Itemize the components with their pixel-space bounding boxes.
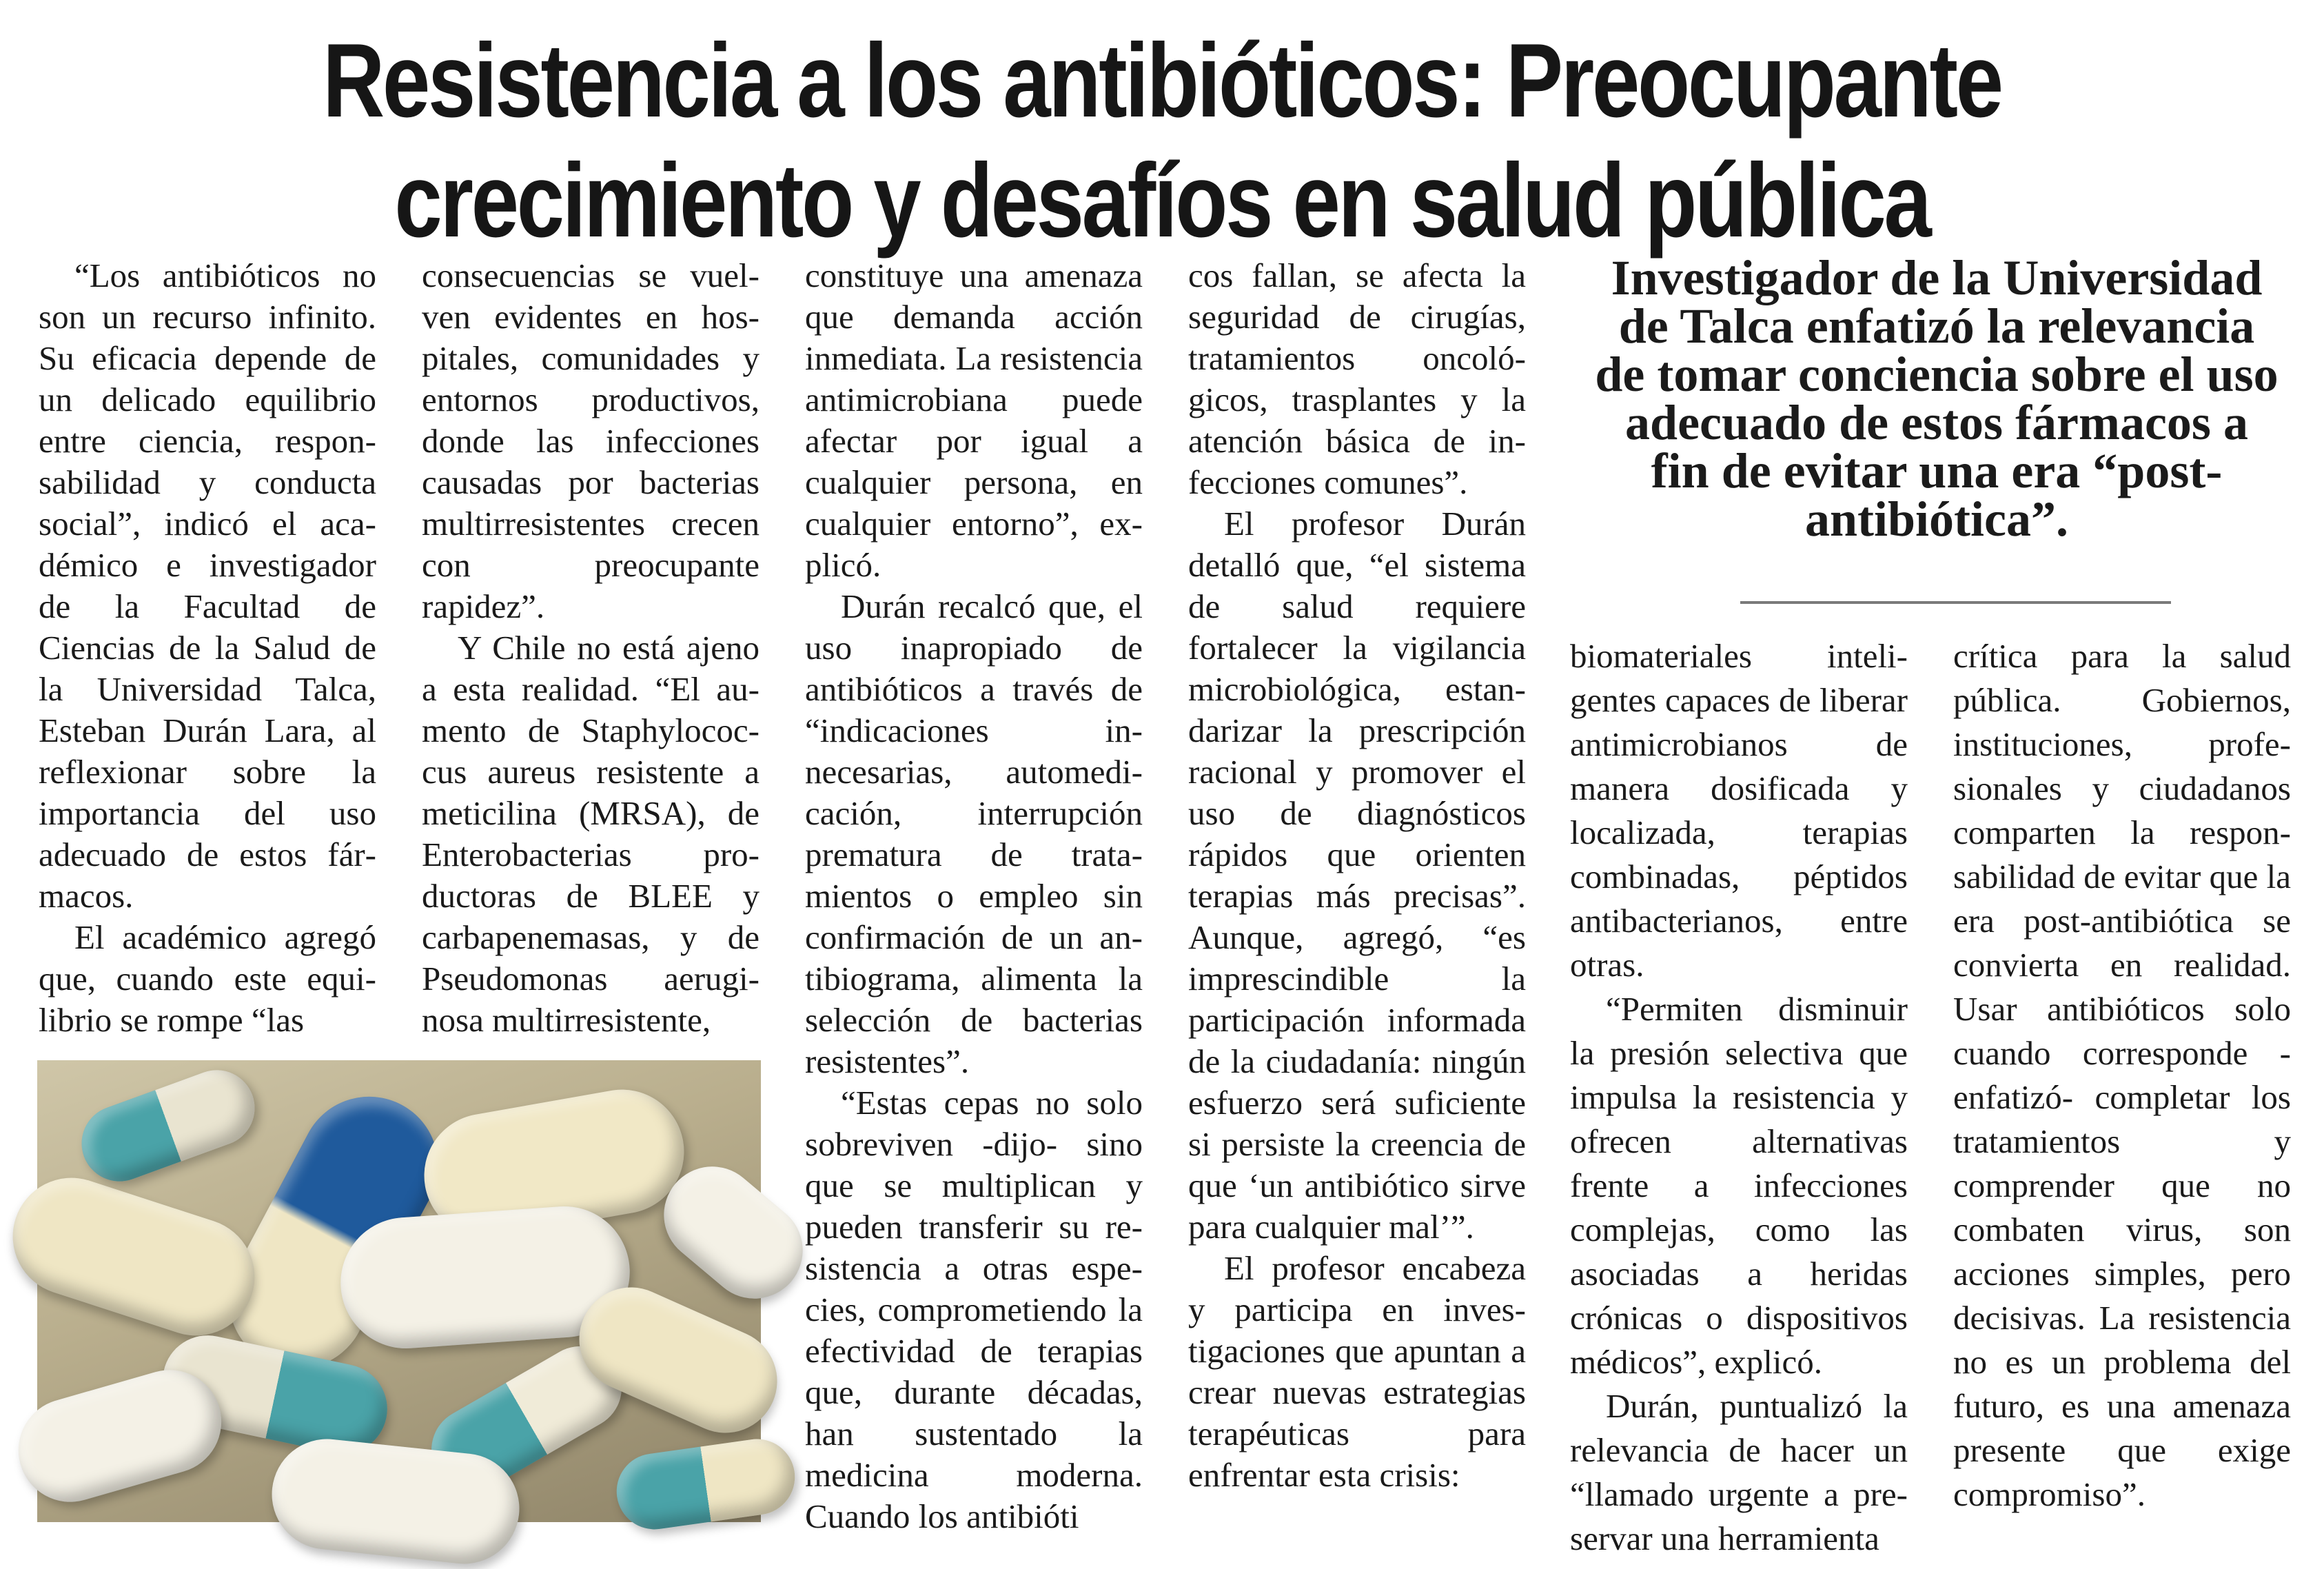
paragraph: El profesor encabeza y participa en investigaciones que apuntan a crear nuevas estrategias terapéuticas para enfrentar esta crisis: <box>1188 1249 1526 1494</box>
paragraph: “Los antibióticos no son un recurso infinito. Su eficacia depende de un delicado equilibrio entre ciencia, responsabilidad y conducta social”, indicó el académico e investigador de la Facultad de Ciencias de la Salud de la Universidad Talca, Esteban Durán Lara, al reflexionar sobre la importancia del uso adecuado de estos fármacos. <box>39 256 376 915</box>
paragraph: biomateriales inteligentes capaces de liberar antimicrobianos de manera dosificada y localizada, terapias combinadas, péptidos antibacterianos, entre otras. <box>1570 637 1908 984</box>
paragraph: Durán, puntualizó la relevancia de hacer un “llamado urgente a preservar una herramienta <box>1570 1387 1908 1557</box>
paragraph: Durán recalcó que, el uso inapropiado de antibióticos a través de “indicaciones innecesarias, automedicación, interrupción prematura de tratamientos o empleo sin confirmación de un antibiograma, alimenta la selección de bacterias resistentes”. <box>805 587 1143 1080</box>
pills-photo <box>37 1060 761 1522</box>
paragraph: consecuencias se vuelven evidentes en hospitales, comunidades y entornos productivos, donde las infecciones causadas por bacterias multirresistentes crecen con preocupante rapidez”. <box>422 256 760 625</box>
article-column-3 <box>805 255 1143 1537</box>
capsule-teal <box>612 1434 800 1534</box>
paragraph: El académico agregó que, cuando este equilibrio se rompe “las <box>39 918 376 1039</box>
article-column-4 <box>1188 255 1526 1537</box>
paragraph: “Permiten disminuir la presión selectiva que impulsa la resistencia y ofrecen alternativas frente a infecciones complejas, como las asociadas a heridas crónicas o dispositivos médicos”, explicó. <box>1570 990 1908 1381</box>
article-column-5 <box>1570 634 1908 1557</box>
tablet-cream <box>0 1163 269 1351</box>
paragraph: constituye una amenaza que demanda acción inmediata. La resistencia antimicrobiana puede afectar por igual a cualquier persona, en cualquier entorno”, explicó. <box>805 256 1143 584</box>
headline-line-1: Resistencia a los antibióticos: Preocupante <box>323 22 2001 139</box>
paragraph: cos fallan, se afecta la seguridad de cirugías, tratamientos oncológicos, trasplantes y la atención básica de infecciones comunes”. <box>1188 256 1526 501</box>
paragraph: “Estas cepas no solo sobreviven -dijo- sino que se multiplican y pueden transferir su resistencia a otras especies, comprometiendo la efectividad de terapias que, durante décadas, han sustentado la medicina moderna. Cuando los antibióti <box>805 1084 1143 1535</box>
paragraph: El profesor Durán detalló que, “el sistema de salud requiere fortalecer la vigilancia microbiológica, estandarizar la prescripción racional y promover el uso de diagnósticos rápidos que orienten terapias más precisas”. Aunque, agregó, “es imprescindible la participación informada de la ciudadanía: ningún esfuerzo será suficiente si persiste la creencia de que ‘un antibiótico sirve para cualquier mal’”. <box>1188 505 1526 1246</box>
paragraph: Y Chile no está ajeno a esta realidad. “El aumento de Staphylococcus aureus resistente a meticilina (MRSA), de Enterobacterias productoras de BLEE y carbapenemasas, y de Pseudomonas aeruginosa multirresistente, <box>422 629 760 1039</box>
pull-quote-divider <box>1740 601 2171 604</box>
article-column-6 <box>1953 634 2291 1544</box>
tablet-white <box>6 1358 234 1515</box>
article-column-2 <box>422 255 760 1039</box>
capsule-teal <box>71 1060 265 1192</box>
pull-quote: Investigador de la Universidad de Talca enfatizó la relevancia de tomar conciencia sobre el uso adecuado de estos fármacos a fin de evitar una era “post-antibiótica”. <box>1595 250 2279 547</box>
headline-line-2: crecimiento y desafíos en salud pública <box>394 142 1930 259</box>
paragraph: crítica para la salud pública. Gobiernos, instituciones, profesionales y ciudadanos comparten la responsabilidad de evitar que la era post-antibiótica se convierta en realidad. Usar antibióticos solo cuando corresponde -enfatizó- completar los tratamientos y comprender que no combaten virus, son acciones simples, pero decisivas. La resistencia no es un problema del futuro, es una amenaza presente que exige compromiso”. <box>1953 637 2291 1513</box>
article-column-1 <box>39 255 376 1039</box>
headline <box>209 21 2114 261</box>
